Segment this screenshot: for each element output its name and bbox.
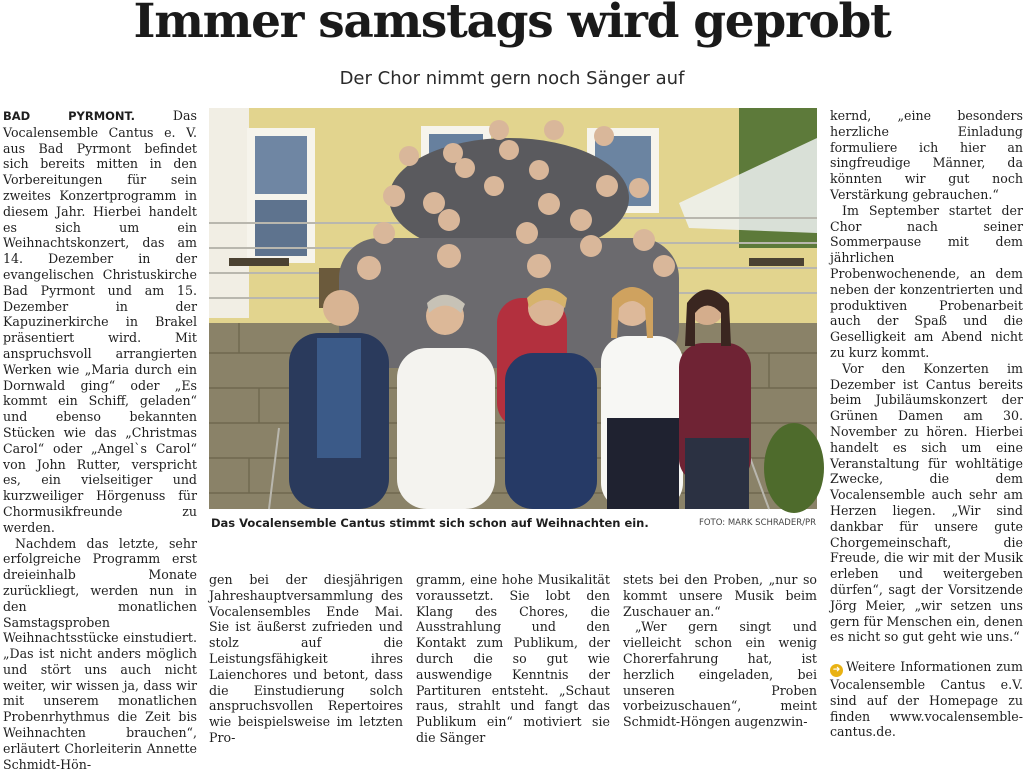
paragraph: Nachdem das letzte, sehr erfolgreiche Programm erst dreieinhalb Monate zurückliegt, werden nun in den monatlichen Samstagsproben Weihnachtsstücke einstudiert. „Das ist nicht anders möglich und stört uns auch nicht weiter, wir wissen ja, dass wir mit unserem monatlichen Probenrhythmus die Zeit bis Weihnachten brauchen“, erläutert Chorleiterin Annette Schmidt-Hön- <box>3 535 197 772</box>
headline: Immer samstags wird geprobt <box>133 0 891 49</box>
paragraph: stets bei den Proben, „nur so kommt unsere Musik beim Zuschauer an.“ <box>623 572 817 619</box>
subheadline: Der Chor nimmt gern noch Sänger auf <box>339 68 685 89</box>
text-column-3 <box>416 572 610 745</box>
photo-credit: FOTO: MARK SCHRADER/PR <box>698 518 816 528</box>
paragraph: Vor den Konzerten im Dezember ist Cantus bereits beim Jubiläumskonzert der Grünen Damen am 30. November zu hören. Hierbei handelt es sich um eine Veranstaltung für wohltätige Zwecke, die dem Vocalensemble auch sehr am Herzen liegen. „Wir sind dankbar für unsere gute Chorgemeinschaft, die Freude, die wir mit der Musik erleben und weitergeben dürfen“, sagt der Vorsitzende Jörg Meier, „wir setzen uns gern für Menschen ein, denen es nicht so gut geht wie uns.“ <box>830 360 1023 645</box>
photo-caption: Das Vocalensemble Cantus stimmt sich schon auf Weihnachten ein. <box>211 516 649 530</box>
text-column-5 <box>830 108 1023 740</box>
choir-photo <box>209 108 817 509</box>
arrow-right-circle-icon: ➜ <box>830 664 843 677</box>
paragraph: kernd, „eine besonders herzliche Einladung formuliere ich hier an singfreudige Männer, da könnten wir gut noch Verstärkung gebrauchen.“ <box>830 108 1023 202</box>
paragraph <box>3 108 197 536</box>
paragraph: gen bei der diesjährigen Jahreshauptversammlung des Vocalensembles Ende Mai. Sie ist äußerst zufrieden und stolz auf die Leistungsfähigkeit ihres Laienchores und betont, dass die Einstudierung solch anspruchsvollen Repertoires wie beispielsweise im letzten Pro- <box>209 572 403 745</box>
paragraph: Im September startet der Chor nach seiner Sommerpause mit dem jährlichen Probenwochenende, an dem neben der konzentrierten und produktiven Probenarbeit auch der Spaß und die Geselligkeit am Abend nicht zu kurz kommt. <box>830 202 1023 360</box>
info-text: Weitere Informationen zum Vocalensemble Cantus e.V. sind auf der Homepage zu finden www.vocalensemble-cantus.de. <box>830 659 1023 740</box>
text-column-2 <box>209 572 403 745</box>
paragraph-text: Das Vocalensemble Cantus e. V. aus Bad Pyrmont befindet sich bereits mitten in den Vorbereitungen für sein zweites Konzertprogramm in diesem Jahr. Hierbei handelt es sich um ein Weihnachtskonzert, das am 14. Dezember in der evangelischen Christuskirche Bad Pyrmont und am 15. Dezember in der Kapuzinerkirche in Brakel präsentiert wird. Mit anspruchsvoll arrangierten Werken wie „Maria durch ein Dornwald ging“ oder „Es kommt ein Schiff, geladen“ und ebenso bekannten Stücken wie das „Christmas Carol“ oder „Angel`s Carol“ von John Rutter, verspricht es, ein vielseitiger und kurzweiliger Hörgenuss für Chormusikfreunde zu werden. <box>3 108 197 535</box>
info-box <box>830 659 1023 740</box>
paragraph: „Wer gern singt und vielleicht schon ein wenig Chorerfahrung hat, ist herzlich eingeladen, bei unseren Proben vorbeizuschauen“, meint Schmidt-Höngen augenzwin- <box>623 619 817 730</box>
text-column-4 <box>623 572 817 730</box>
text-column-1 <box>3 108 197 772</box>
paragraph: gramm, eine hohe Musikalität voraussetzt. Sie lobt den Klang des Chores, die Ausstrahlung und den Kontakt zum Publikum, der durch die so gut wie auswendige Kenntnis der Partituren entsteht. „Schaut raus, strahlt und fangt das Publikum ein“ motiviert sie die Sänger <box>416 572 610 745</box>
dateline: BAD PYRMONT. <box>3 109 136 123</box>
